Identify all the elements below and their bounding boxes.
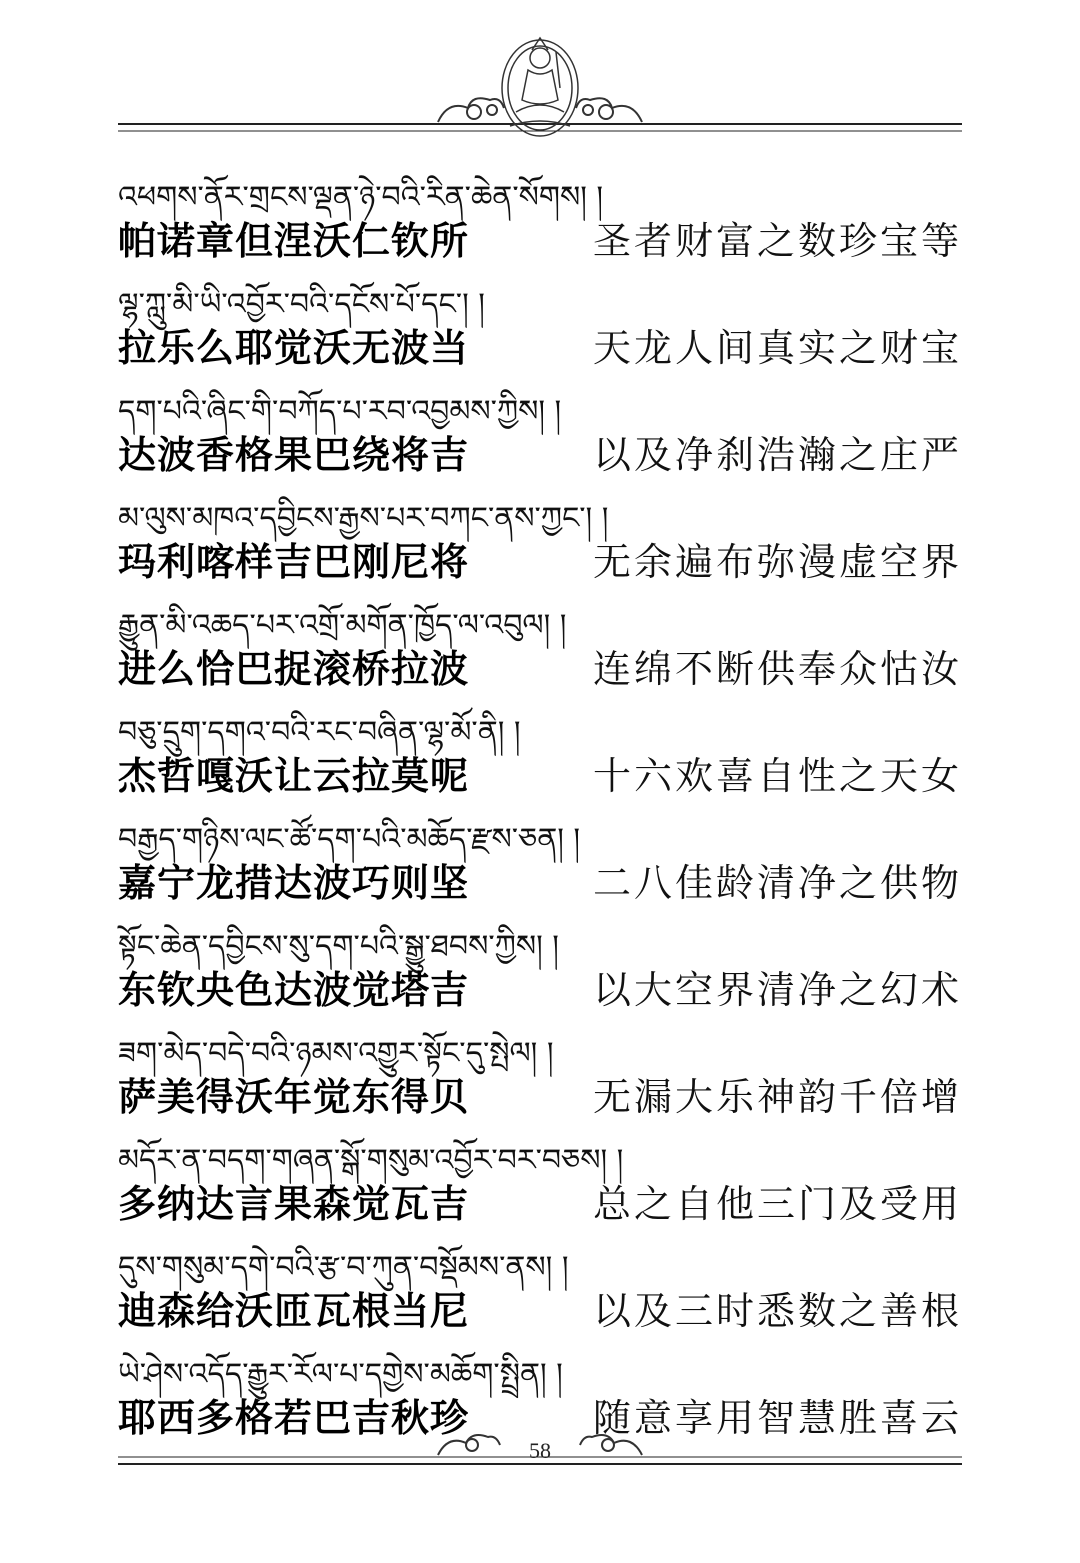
chinese-meaning: 无漏大乐神韵千倍增	[592, 1075, 962, 1119]
chinese-meaning: 以大空界清净之幻术	[592, 968, 962, 1012]
verse	[118, 802, 962, 909]
verse	[118, 588, 962, 695]
chinese-meaning: 连绵不断供奉众怙汝	[592, 647, 962, 691]
tibetan-line: ལྷ་ཀླུ་མི་ཡི་འབྱོར་བའི་དངོས་པོ་དང་། །	[118, 287, 485, 322]
chinese-transliteration: 杰哲嘎沃让云拉莫呢	[118, 754, 470, 798]
chinese-transliteration: 耶西多格若巴吉秋珍	[118, 1396, 470, 1440]
chinese-meaning: 以及三时悉数之善根	[592, 1289, 962, 1333]
verse	[118, 481, 962, 588]
verse	[118, 695, 962, 802]
chinese-meaning: 圣者财富之数珍宝等	[592, 219, 962, 263]
verse	[118, 374, 962, 481]
chinese-meaning: 天龙人间真实之财宝	[592, 326, 962, 370]
chinese-transliteration: 东钦央色达波觉塔吉	[118, 968, 470, 1012]
chinese-transliteration: 嘉宁龙措达波巧则坚	[118, 861, 470, 905]
tibetan-line: འཕགས་ནོར་གྲངས་ལྡན་ཉེ་བའི་རིན་ཆེན་སོགས། །	[118, 180, 604, 215]
cloud-scroll-left-icon	[438, 98, 504, 122]
tibetan-line: མ་ལུས་མཁའ་དབྱིངས་རྒྱས་པར་བཀང་ནས་ཀྱང་། །	[118, 501, 609, 536]
chinese-meaning: 十六欢喜自性之天女	[592, 754, 962, 798]
chinese-meaning: 以及净刹浩瀚之庄严	[592, 433, 962, 477]
chinese-transliteration: 萨美得沃年觉东得贝	[118, 1075, 470, 1119]
chinese-transliteration: 达波香格果巴绕将吉	[118, 433, 470, 477]
tibetan-line: དུས་གསུམ་དགེ་བའི་རྩ་བ་ཀུན་བསྡོམས་ནས། །	[118, 1250, 569, 1285]
tibetan-line: དག་པའི་ཞིང་གི་བཀོད་པ་རབ་འབྱམས་ཀྱིས། །	[118, 394, 562, 429]
chinese-meaning: 二八佳龄清净之供物	[592, 861, 962, 905]
chinese-transliteration: 拉乐么耶觉沃无波当	[118, 326, 470, 370]
verse-list	[118, 160, 962, 1444]
tibetan-line: ཡེ་ཤེས་འདོད་རྒྱུར་རོལ་པ་དགྱེས་མཆོག་སྤྲིན། །	[118, 1357, 563, 1392]
chinese-transliteration: 玛利喀样吉巴刚尼将	[118, 540, 470, 584]
tibetan-line: ཟག་མེད་བདེ་བའི་ཉམས་འགྱུར་སྟོང་དུ་སྤེལ། །	[118, 1036, 554, 1071]
tibetan-line: བཅུ་དྲུག་དགའ་བའི་རང་བཞིན་ལྷ་མོ་ནི། །	[118, 715, 521, 750]
verse	[118, 909, 962, 1016]
chinese-transliteration: 多纳达言果森觉瓦吉	[118, 1182, 470, 1226]
tibetan-line: རྒྱུན་མི་འཆད་པར་འགྲོ་མགོན་ཁྱོད་ལ་འབུལ། །	[118, 608, 567, 643]
chinese-meaning: 总之自他三门及受用	[592, 1182, 962, 1226]
verse	[118, 160, 962, 267]
chinese-meaning: 无余遍布弥漫虚空界	[592, 540, 962, 584]
page-number: 58	[529, 1438, 551, 1463]
chinese-transliteration: 进么恰巴捉滚桥拉波	[118, 647, 470, 691]
chinese-meaning: 随意享用智慧胜喜云	[592, 1396, 962, 1440]
footer-ornament	[0, 1425, 1080, 1505]
chinese-transliteration: 帕诺章但涅沃仁钦所	[118, 219, 470, 263]
verse	[118, 1230, 962, 1337]
tibetan-line: བརྒྱད་གཉིས་ལང་ཚོ་དག་པའི་མཆོད་རྫས་ཅན། །	[118, 822, 581, 857]
chinese-transliteration: 迪森给沃匝瓦根当尼	[118, 1289, 470, 1333]
verse	[118, 267, 962, 374]
tibetan-line: མདོར་ན་བདག་གཞན་སྒོ་གསུམ་འབྱོར་བར་བཅས། །	[118, 1143, 624, 1178]
tibetan-line: སྟོང་ཆེན་དབྱིངས་སུ་དག་པའི་སྒྱུ་ཐབས་ཀྱིས། །	[118, 929, 559, 964]
verse	[118, 1123, 962, 1230]
deity-figure-icon	[502, 38, 578, 136]
cloud-scroll-right-icon	[576, 98, 642, 122]
header-ornament	[0, 0, 1080, 150]
verse	[118, 1016, 962, 1123]
